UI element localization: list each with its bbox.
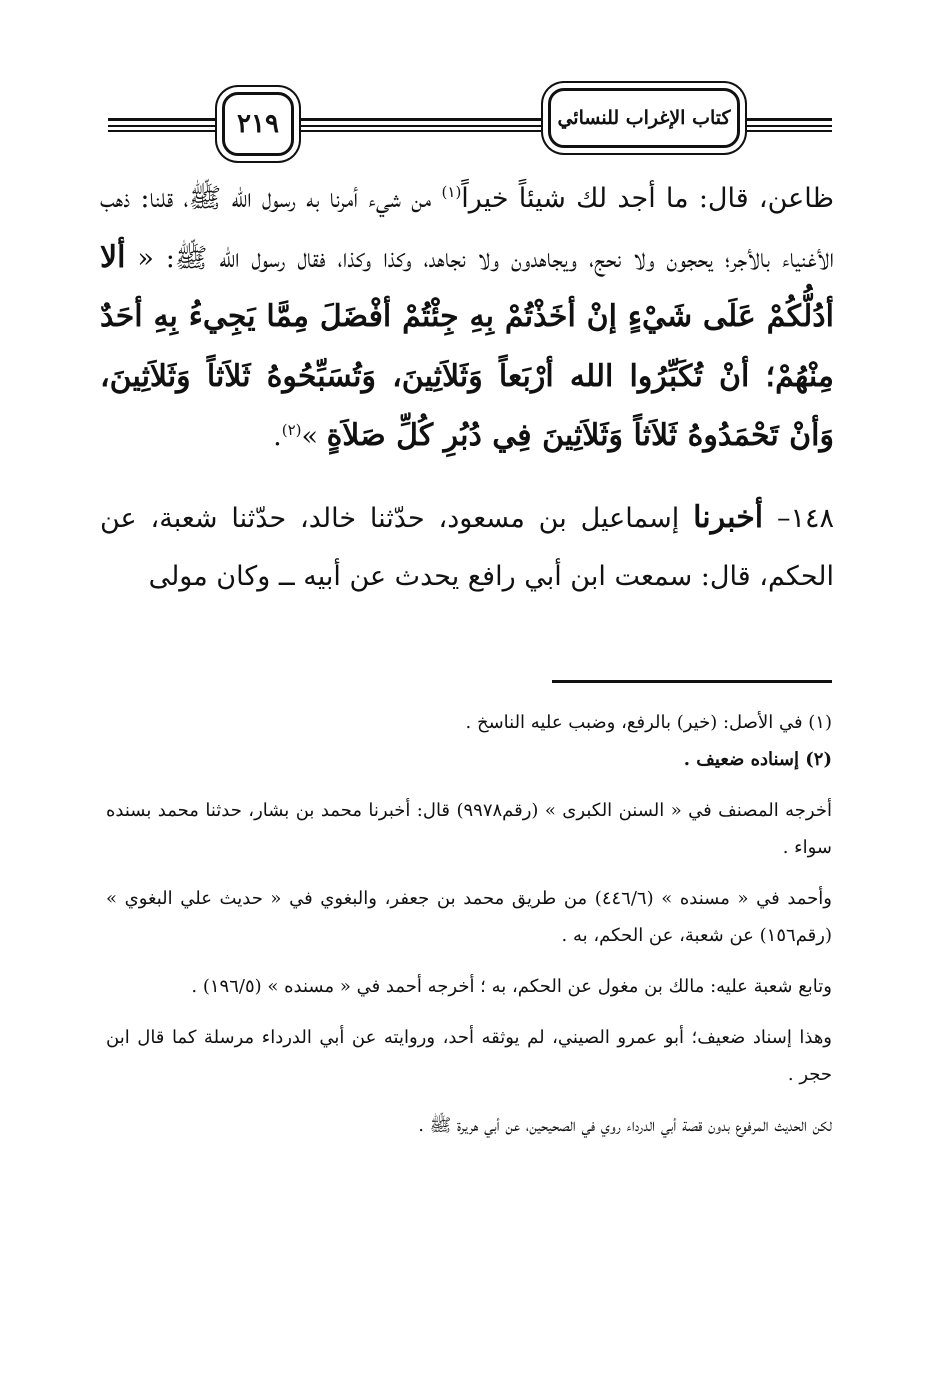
para1-text-2: من شيء أمرنا به رسول الله ﷺ، قلنا: ذهب الأغنياء بالأجر؛ يحجون ولا نحج، ويجاهدون ولا نجاهد، وكذا وكذا، فقال رسول الله ﷺ: « [100, 183, 834, 274]
para1-dot: . [273, 421, 282, 452]
main-text [100, 170, 834, 607]
paragraph-1 [100, 170, 834, 467]
akhbarana-keyword: أخبرنا [693, 499, 764, 535]
para2-text: إسماعيل بن مسعود، حدّثنا خالد، حدّثنا شعبة، عن الحكم، قال: سمعت ابن أبي رافع يحدث عن أبيه ــ وكان مولى [100, 502, 834, 592]
footnote-2-para-1: أخرجه المصنف في « السنن الكبرى » (رقم٩٩٧٨) قال: أخبرنا محمد بن بشار، حدثنا محمد بسنده سواء . [106, 800, 832, 858]
hadith-text: ألا أدُلُّكُمْ عَلَى شَيْءٍ إنْ أخَذْتُمْ بِهِ جِئْتُمْ أفْضَلَ مِمَّا يَجِيءُ بِهِ أحَدٌ مِنْهُمْ؛ أنْ تُكَبِّرُوا الله أرْبَعاً وَثَلاَثِينَ، وَتُسَبِّحُوهُ ثَلاَثاً وَثَلاَثِينَ، وَأنْ تَحْمَدُوهُ ثَلاَثاً وَثَلاَثِينَ فِي دُبُرِ كُلِّ صَلاَةٍ [100, 239, 834, 453]
footnotes [106, 704, 832, 1144]
footnote-2-para-5: لكن الحديث المرفوع بدون قصة أبي الدرداء روي في الصحيحين، عن أبي هريرة ﷺ . [418, 1115, 832, 1136]
page-number: ٢١٩ [222, 92, 294, 156]
footnote-1: (١) في الأصل: (خير) بالرفع، وضبب عليه الناسخ . [465, 712, 832, 733]
footnote-2-para-3: وتابع شعبة عليه: مالك بن مغول عن الحكم، به ؛ أخرجه أحمد في « مسنده » (١٩٦/٥) . [191, 976, 832, 997]
footnote-2-heading: (٢) إسناده ضعيف . [683, 749, 832, 770]
footnote-2-para-2: وأحمد في « مسنده » (٤٤٦/٦) من طريق محمد بن جعفر، والبغوي في « حديث علي البغوي » (رقم١٥٦) عن شعبة، عن الحكم، به . [106, 888, 832, 946]
footnote-ref-2: (٢) [281, 421, 302, 439]
footnote-2-para-4: وهذا إسناد ضعيف؛ أبو عمرو الصيني، لم يوثقه أحد، وروايته عن أبي الدرداء مرسلة كما قال ابن حجر . [106, 1027, 832, 1085]
footnote-separator [552, 680, 832, 683]
footnote-ref-1: (١) [441, 183, 462, 201]
hadith-close-quote: » [301, 421, 327, 452]
para1-text: ظاعن، قال: ما أجد لك شيئاً خيراً [461, 183, 834, 214]
paragraph-2 [100, 489, 834, 607]
running-title: كتاب الإغراب للنسائي [548, 88, 740, 148]
hadith-number: ١٤٨– [763, 502, 834, 534]
